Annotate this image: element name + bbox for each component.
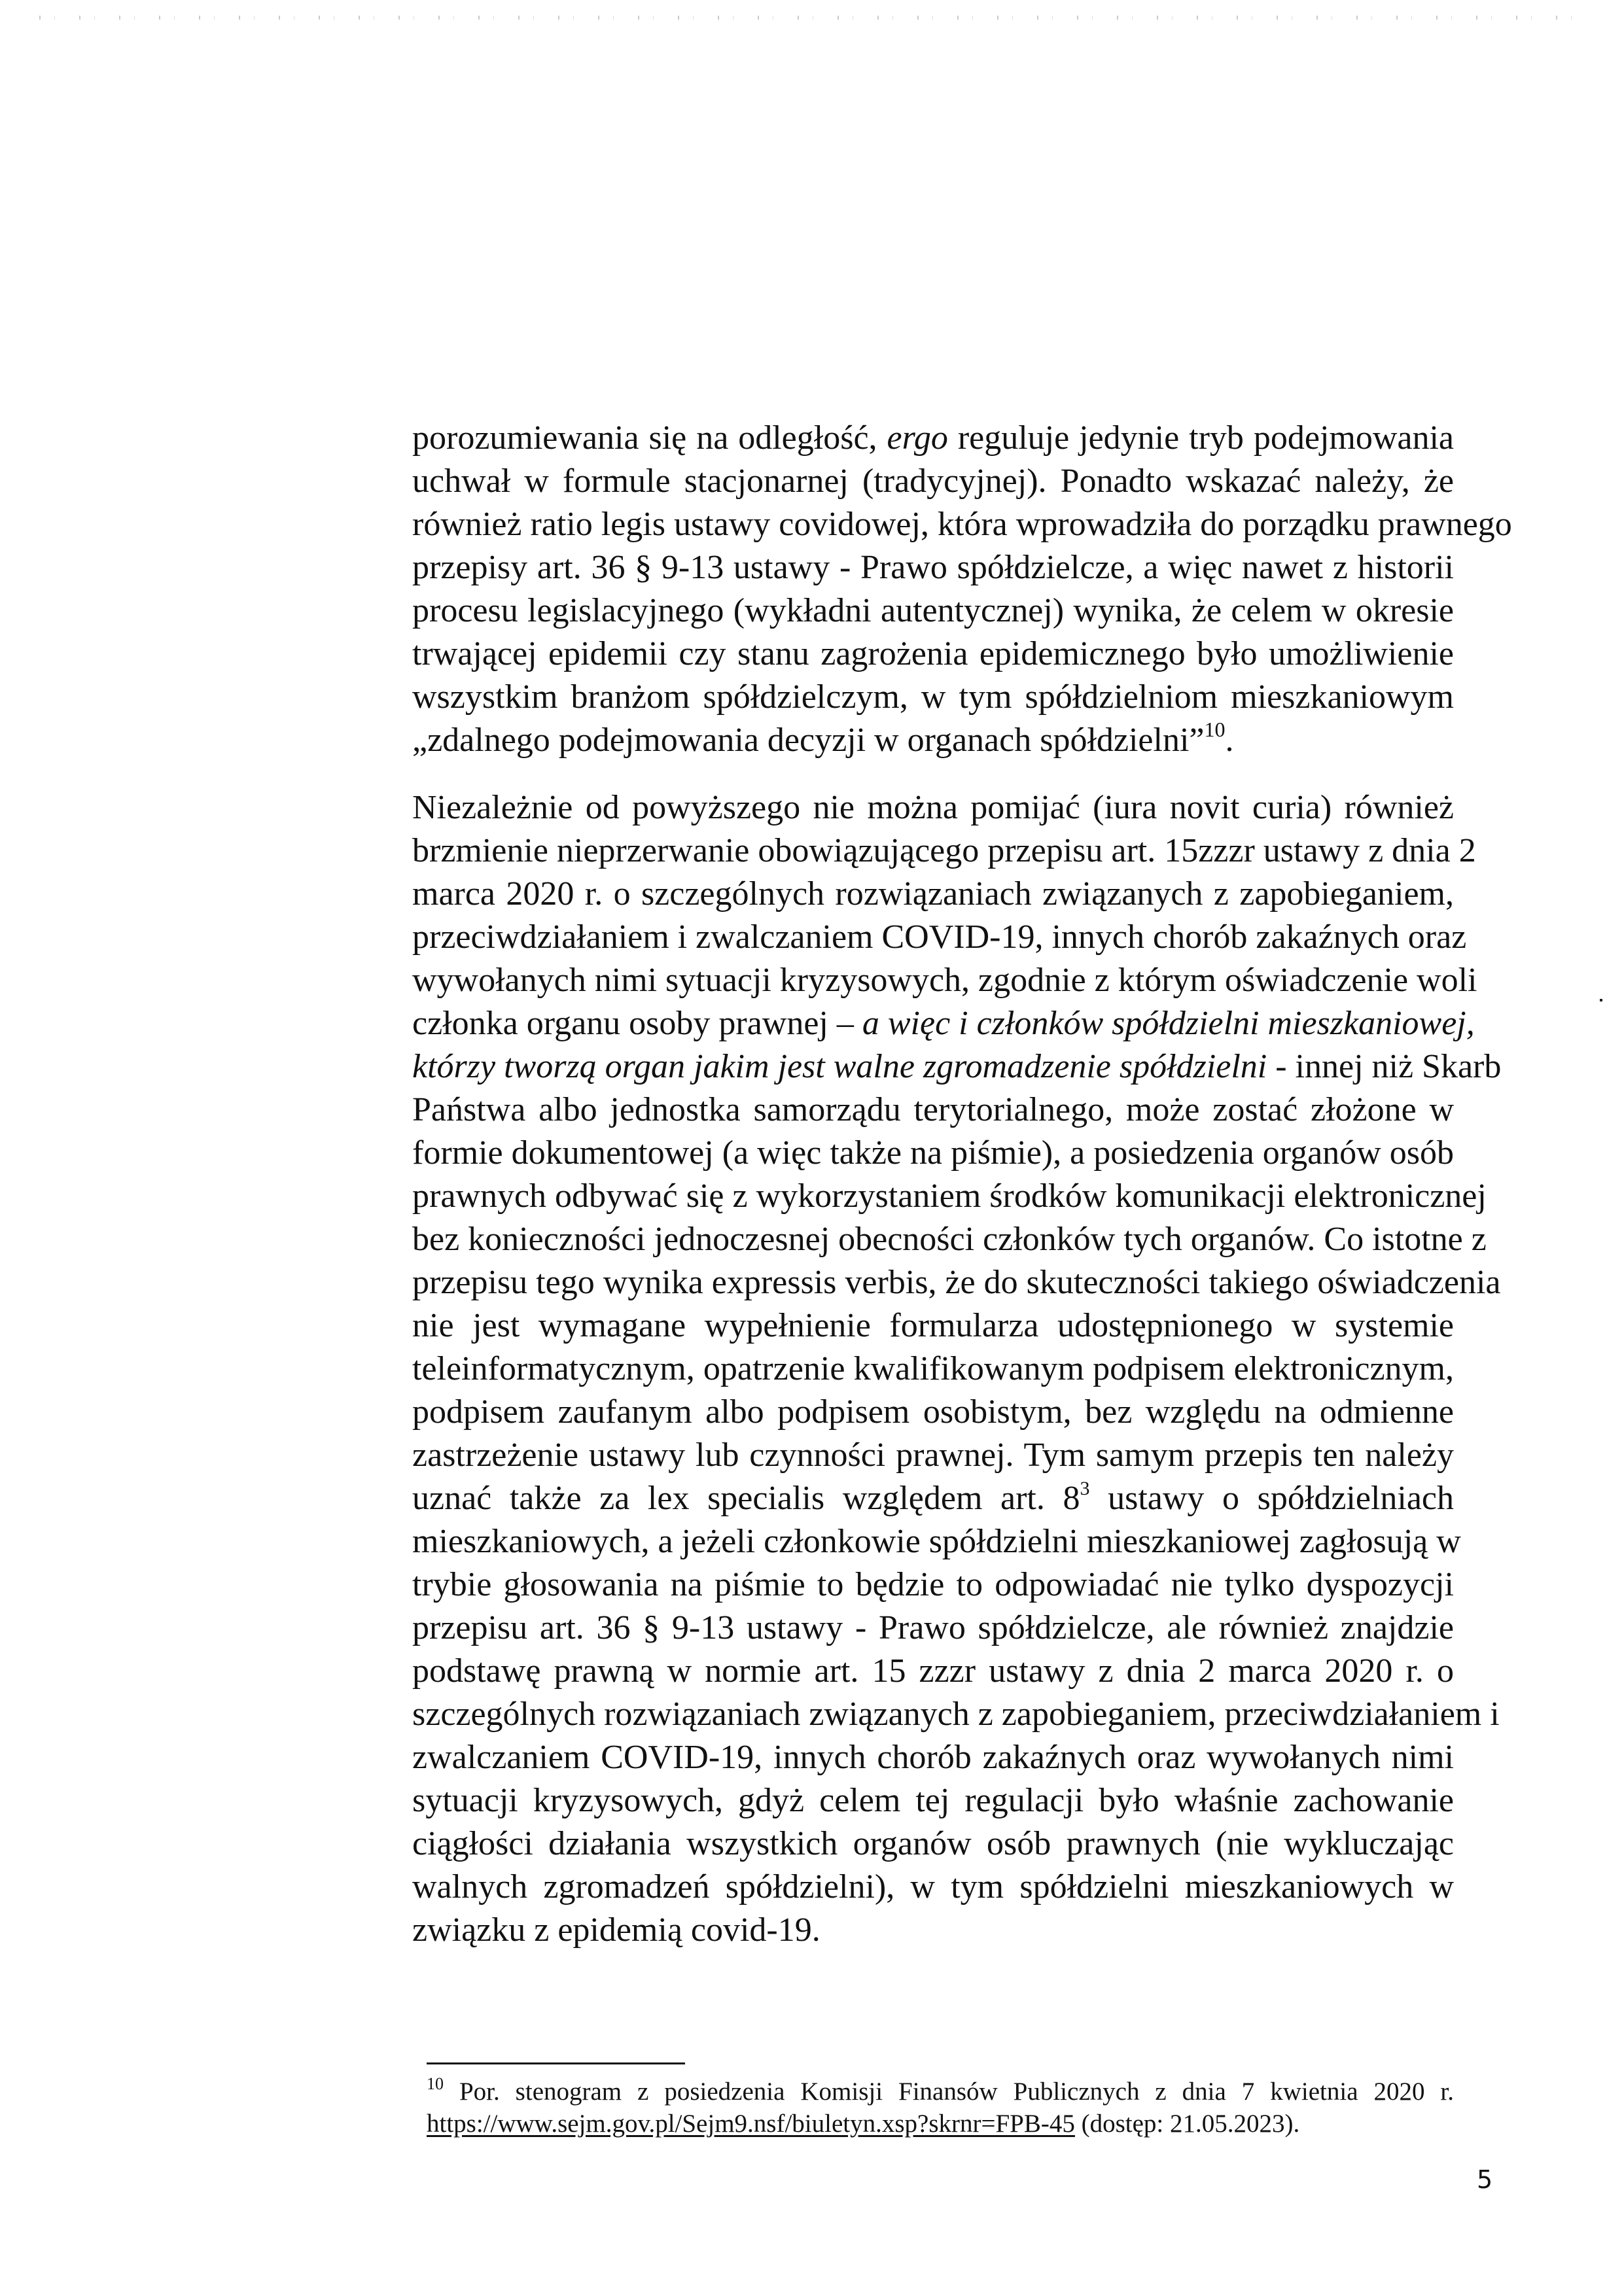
italic-text-run: którzy tworzą organ jakim jest walne zgromadzenie spółdzielni: [412, 1048, 1267, 1085]
text-run: podpisem zaufanym albo podpisem osobistym, bez względu na odmienne: [412, 1393, 1454, 1431]
text-line: [412, 719, 1454, 762]
text-line: [412, 589, 1454, 633]
text-line: [412, 460, 1454, 503]
footnote-number: 10: [427, 2074, 444, 2093]
text-run: ciągłości działania wszystkich organów osób prawnych (nie wykluczając: [412, 1825, 1454, 1862]
text-run: wszystkim branżom spółdzielczym, w tym spółdzielniom mieszkaniowym: [412, 678, 1454, 716]
text-run: sytuacji kryzysowych, gdyż celem tej regulacji było właśnie zachowanie: [412, 1782, 1454, 1819]
text-line: [412, 503, 1512, 546]
text-line: [412, 959, 1477, 1002]
text-run: trwającej epidemii czy stanu zagrożenia epidemicznego było umożliwienie: [412, 635, 1454, 672]
text-line: [412, 1563, 1454, 1607]
text-line: [412, 1779, 1454, 1822]
text-run: brzmienie nieprzerwanie obowiązującego przepisu art. 15zzzr ustawy z dnia 2: [412, 832, 1476, 869]
footnote-link[interactable]: https://www.sejm.gov.pl/Sejm9.nsf/biuletyn.xsp?skrnr=FPB-45: [427, 2110, 1075, 2138]
text-run: .: [1225, 722, 1234, 759]
text-line: [412, 1261, 1501, 1304]
text-run: „zdalnego podejmowania decyzji w organach spółdzielni”: [412, 722, 1205, 759]
text-run: formie dokumentowej (a więc także na piśmie), a posiedzenia organów osób: [412, 1134, 1454, 1172]
text-line: [412, 873, 1454, 916]
text-run: Niezależnie od powyższego nie można pomijać (iura novit curia) również: [412, 789, 1454, 826]
text-line: [412, 1045, 1502, 1088]
text-line: [412, 1822, 1454, 1866]
text-run: podstawę prawną w normie art. 15 zzzr ustawy z dnia 2 marca 2020 r. o: [412, 1652, 1454, 1690]
text-run: uznać także za lex specialis względem art. 8: [412, 1480, 1080, 1517]
text-run: mieszkaniowych, a jeżeli członkowie spółdzielni mieszkaniowej zagłosują w: [412, 1523, 1461, 1560]
text-line: [412, 829, 1476, 873]
text-line: [412, 1477, 1454, 1520]
text-line: [412, 1132, 1454, 1175]
text-run: walnych zgromadzeń spółdzielni), w tym spółdzielni mieszkaniowych w: [412, 1868, 1454, 1905]
text-run: marca 2020 r. o szczególnych rozwiązaniach związanych z zapobieganiem,: [412, 875, 1454, 913]
footnote-reference: 10: [1204, 718, 1226, 741]
footnote-line: [427, 2108, 1454, 2140]
text-line: [412, 1002, 1475, 1045]
text-run: procesu legislacyjnego (wykładni autentycznej) wynika, że celem w okresie: [412, 592, 1454, 629]
text-line: [412, 1175, 1487, 1218]
text-line: [412, 1520, 1461, 1563]
text-line: [412, 1304, 1454, 1348]
text-run: zastrzeżenie ustawy lub czynności prawnej. Tym samym przepis ten należy: [412, 1436, 1454, 1474]
body-paragraph: [412, 417, 1512, 762]
text-line: [412, 1736, 1454, 1779]
text-line: [412, 1909, 1454, 1952]
text-line: [412, 1607, 1454, 1650]
text-run: przepisy art. 36 § 9-13 ustawy - Prawo spółdzielcze, a więc nawet z historii: [412, 549, 1454, 586]
text-run: - innej niż Skarb: [1267, 1048, 1502, 1085]
text-run: nie jest wymagane wypełnienie formularza udostępnionego w systemie: [412, 1307, 1454, 1344]
text-run: wywołanych nimi sytuacji kryzysowych, zgodnie z którym oświadczenie woli: [412, 962, 1477, 999]
text-run: również ratio legis ustawy covidowej, która wprowadziła do porządku prawnego: [412, 506, 1512, 543]
text-run: prawnych odbywać się z wykorzystaniem środków komunikacji elektronicznej: [412, 1177, 1487, 1215]
text-line: [412, 1866, 1454, 1909]
text-run: trybie głosowania na piśmie to będzie to odpowiadać nie tylko dyspozycji: [412, 1566, 1454, 1603]
text-line: [412, 1693, 1500, 1736]
footnote-line: [427, 2076, 1454, 2108]
footnote-access-date: (dostęp: 21.05.2023).: [1074, 2110, 1300, 2138]
text-run: porozumiewania się na odległość,: [412, 419, 887, 457]
text-run: uchwał w formule stacjonarnej (tradycyjnej). Ponadto wskazać należy, że: [412, 462, 1454, 500]
page-number: 5: [1477, 2165, 1493, 2194]
italic-text-run: a więc i członków spółdzielni mieszkaniowej,: [862, 1005, 1475, 1042]
text-run: przepisu art. 36 § 9-13 ustawy - Prawo spółdzielcze, ale również znajdzie: [412, 1609, 1454, 1646]
text-line: [412, 546, 1454, 589]
text-line: [412, 916, 1467, 959]
text-line: [412, 1088, 1454, 1132]
footnote: [427, 2076, 1454, 2140]
text-run: Państwa albo jednostka samorządu terytorialnego, może zostać złożone w: [412, 1091, 1454, 1128]
text-run: ustawy o spółdzielniach: [1089, 1480, 1454, 1517]
text-run: teleinformatycznym, opatrzenie kwalifikowanym podpisem elektronicznym,: [412, 1350, 1454, 1387]
text-run: szczególnych rozwiązaniach związanych z zapobieganiem, przeciwdziałaniem i: [412, 1696, 1500, 1733]
text-line: [412, 417, 1454, 460]
text-run: reguluje jedynie tryb podejmowania: [947, 419, 1455, 457]
scan-dot: [1600, 999, 1602, 1001]
text-run: bez konieczności jednoczesnej obecności członków tych organów. Co istotne z: [412, 1221, 1487, 1258]
text-run: zwalczaniem COVID-19, innych chorób zakaźnych oraz wywołanych nimi: [412, 1739, 1454, 1776]
footnote-text: Por. stenogram z posiedzenia Komisji Finansów Publicznych z dnia 7 kwietnia 2020 r.: [459, 2078, 1454, 2106]
text-line: [412, 1650, 1454, 1693]
text-run: członka organu osoby prawnej –: [412, 1005, 862, 1042]
superscript: 3: [1080, 1478, 1090, 1499]
text-run: związku z epidemią covid-19.: [412, 1911, 821, 1949]
text-line: [412, 1391, 1454, 1434]
scan-noise: [39, 16, 1590, 20]
text-line: [412, 1434, 1454, 1477]
text-run: przeciwdziałaniem i zwalczaniem COVID-19, innych chorób zakaźnych oraz: [412, 918, 1467, 956]
footnote-separator: [427, 2062, 685, 2064]
text-line: [412, 633, 1454, 676]
text-line: [412, 1348, 1454, 1391]
text-line: [412, 786, 1454, 829]
body-paragraph: [412, 786, 1502, 1952]
text-line: [412, 1218, 1487, 1261]
text-line: [412, 676, 1454, 719]
italic-text-run: ergo: [887, 419, 948, 457]
text-run: przepisu tego wynika expressis verbis, że do skuteczności takiego oświadczenia: [412, 1264, 1501, 1301]
